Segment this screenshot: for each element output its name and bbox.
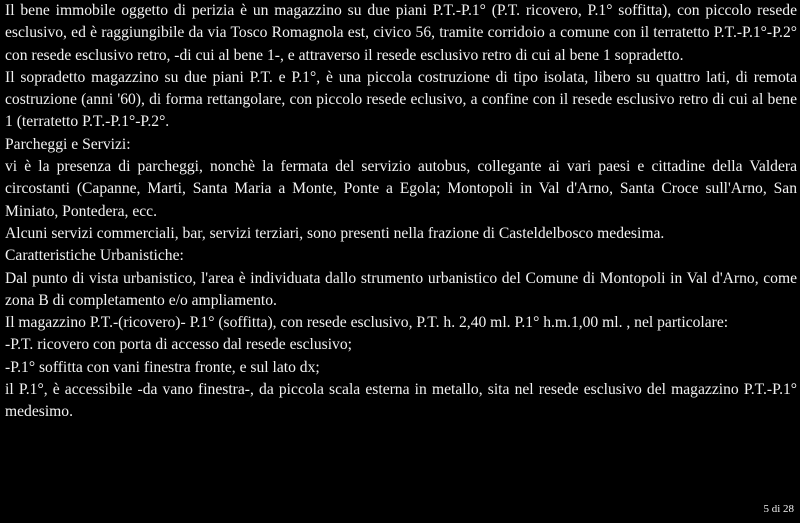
list-item-ground-floor: -P.T. ricovero con porta di accesso dal resede esclusivo; <box>5 336 352 354</box>
paragraph-property-description: Il bene immobile oggetto di perizia è un magazzino su due piani P.T.-P.1° (P.T. ricovero, P.1° soffitta), con piccolo resede esclusivo, ed è raggiungibile da via Tosco Romagnola est, civico 56, tramite corridoio a comune con il terratetto P.T.-P.1°-P.2° con resede esclusivo retro, -di cui al bene 1-, e attraverso il resede esclusivo retro di cui al bene 1 sopradetto. <box>5 2 797 64</box>
document-page <box>5 0 797 424</box>
paragraph-urban-zoning: Dal punto di vista urbanistico, l'area è individuata dallo strumento urbanistico del Comune di Montopoli in Val d'Arno, come zona B di completamento e/o ampliamento. <box>5 269 797 309</box>
paragraph-warehouse-description: Il sopradetto magazzino su due piani P.T. e P.1°, è una piccola costruzione di tipo isolata, libero su quattro lati, di remota costruzione (anni '60), di forma rettangolare, con piccolo resede eclusivo, a confine con il resede esclusivo retro di cui al bene 1 (terratetto P.T.-P.1°-P.2°. <box>5 68 797 131</box>
paragraph-parking-bus: vi è la presenza di parcheggi, nonchè la fermata del servizio autobus, collegante ai vari paesi e cittadine della Valdera circostanti (Capanne, Marti, Santa Maria a Monte, Ponte a Egola; Montopoli in Val d'Arno, Santa Croce sull'Arno, San Miniato, Pontedera, ecc. <box>5 158 797 220</box>
page-number: 5 di 28 <box>763 503 794 515</box>
heading-parking-services: Parcheggi e Servizi: <box>5 135 131 153</box>
list-item-first-floor: -P.1° soffitta con vani finestra fronte, e sul lato dx; <box>5 358 320 376</box>
paragraph-commercial-services: Alcuni servizi commerciali, bar, servizi terziari, sono presenti nella frazione di Casteldelbosco medesima. <box>5 224 665 242</box>
heading-urban-characteristics: Caratteristiche Urbanistiche: <box>5 247 184 265</box>
paragraph-warehouse-details: Il magazzino P.T.-(ricovero)- P.1° (soffitta), con resede esclusivo, P.T. h. 2,40 ml. P.1° h.m.1,00 ml. , nel particolare: <box>5 314 729 332</box>
paragraph-first-floor-access: il P.1°, è accessibile -da vano finestra-, da piccola scala esterna in metallo, sita nel resede esclusivo del magazzino P.T.-P.1° medesimo. <box>5 381 797 421</box>
